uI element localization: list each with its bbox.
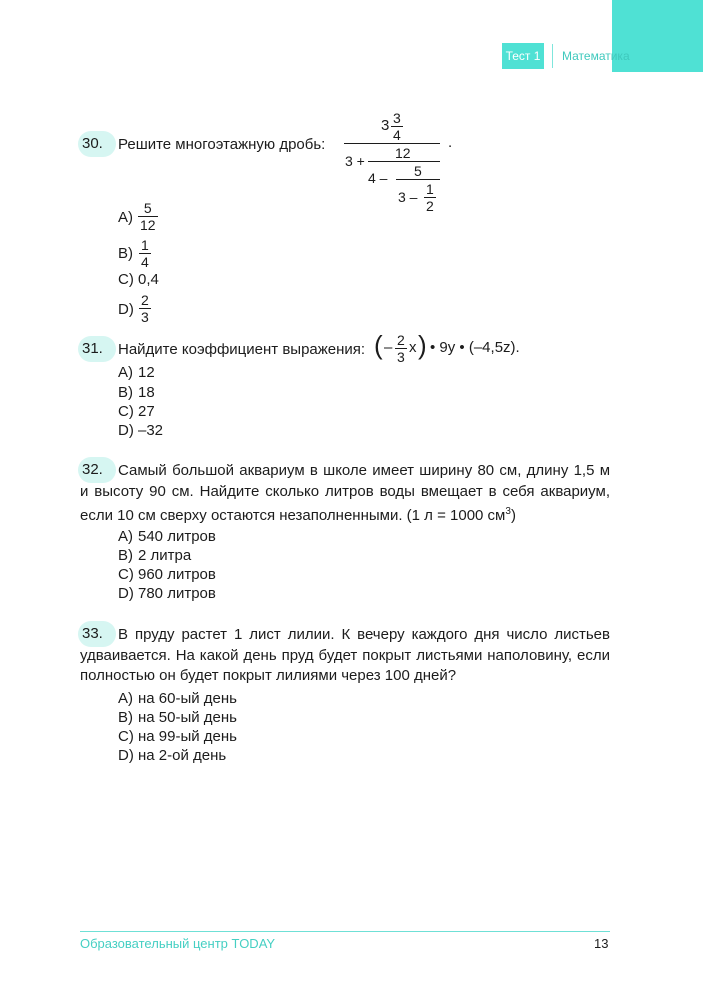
option-33-b-value: на 50-ый день [138,709,237,726]
option-30-a-num: 5 [143,200,152,216]
question-33-body: В пруду растет 1 лист лилии. К вечеру каждого дня число листьев удваивается. На какой день пруд будет покрыт листьями наполовину, если полностью он будет покрыт лилиями через 100 дней? [80,626,610,684]
option-30-b-letter: B) [118,245,133,262]
option-30-b-num: 1 [141,237,149,253]
option-33-b[interactable] [118,708,237,728]
option-32-c-letter: C) [118,566,134,583]
option-32-c[interactable] [118,565,216,585]
question-32-end: ) [510,507,516,524]
cubic-superscript: 3 [505,506,511,517]
test-label: Тест 1 [502,43,544,69]
twelve: 12 [395,145,411,161]
mixed-whole: 3 [381,117,390,134]
option-32-b[interactable] [118,546,191,566]
option-33-a-value: на 60-ый день [138,690,237,707]
option-32-b-value: 2 литра [138,547,192,564]
main-fraction-bar [344,143,440,144]
option-32-b-letter: B) [118,547,133,564]
question-33-text [80,625,610,687]
two-thirds-num: 2 [397,332,405,348]
question-number-31: 31. [78,336,116,362]
header-divider [552,44,553,68]
option-33-c[interactable] [118,727,237,747]
option-33-b-letter: B) [118,709,133,726]
page-number: 13 [594,936,609,951]
option-31-c-letter: C) [118,403,134,420]
option-32-d[interactable] [118,584,216,604]
second-fraction-bar [368,161,440,162]
third-fraction-bar [396,179,440,180]
option-31-d-value: –32 [138,422,164,439]
option-32-a-letter: A) [118,528,133,545]
three-minus: 3 – [398,189,418,205]
option-31-b-value: 18 [138,384,155,401]
right-paren: ) [418,330,427,360]
option-30-c-letter: C) [118,271,134,288]
mixed-num: 3 [393,110,401,126]
option-31-a-letter: A) [118,364,133,381]
left-paren: ( [374,330,383,360]
option-30-d-den: 3 [141,309,149,325]
mixed-fraction [391,110,403,143]
question-number-30: 30. [78,131,116,157]
option-31-c-value: 27 [138,403,155,420]
option-33-a[interactable] [118,689,237,709]
option-32-c-value: 960 литров [138,566,216,583]
five: 5 [414,163,422,179]
footer-organization: Образовательный центр TODAY [80,936,276,951]
option-31-b-letter: B) [118,384,133,401]
option-31-a-value: 12 [138,364,155,381]
three-plus: 3 + [345,153,365,169]
option-30-b-fraction [139,237,151,270]
four-minus: 4 – [368,170,388,186]
option-30-d-fraction [139,292,151,325]
half-den: 2 [426,198,434,214]
question-30-text: Решите многоэтажную дробь: [118,136,326,153]
option-31-b[interactable] [118,383,155,403]
option-33-d-letter: D) [118,747,134,764]
expr-minus: – [384,339,393,356]
half-fraction [424,181,436,214]
option-30-c[interactable] [118,270,159,290]
option-33-a-letter: A) [118,690,133,707]
two-thirds-fraction [395,332,407,365]
option-33-d-value: на 2-ой день [138,747,227,764]
question-number-33: 33. [78,621,116,647]
footer-divider [80,931,610,932]
option-31-a[interactable] [118,363,155,383]
expr-rest: • 9y • (–4,5z). [430,339,520,356]
option-32-d-letter: D) [118,585,134,602]
option-33-c-letter: C) [118,728,134,745]
option-30-a-fraction [138,200,158,233]
question-32-body: Самый большой аквариум в школе имеет ширину 80 см, длину 1,5 м и высоту 90 см. Найдите сколько литров воды вмещает в себя аквариум, если 10 см сверху остаются незаполненными. (1 л = 1000 см [80,462,610,524]
option-32-d-value: 780 литров [138,585,216,602]
option-31-c[interactable] [118,402,155,422]
option-30-a-letter: A) [118,209,133,226]
option-33-c-value: на 99-ый день [138,728,237,745]
question-32-text [80,461,610,527]
option-31-d-letter: D) [118,422,134,439]
expr-x: x [409,339,417,356]
option-32-a-value: 540 литров [138,528,216,545]
two-thirds-den: 3 [397,349,405,365]
expr-period: . [448,134,453,151]
question-31-text: Найдите коэффициент выражения: [118,341,366,358]
option-32-a[interactable] [118,527,216,547]
option-31-d[interactable] [118,421,163,441]
option-30-b-den: 4 [141,254,149,270]
option-30-c-value: 0,4 [138,271,159,288]
option-30-d-letter: D) [118,301,134,318]
mixed-den: 4 [393,127,401,143]
option-33-d[interactable] [118,746,226,766]
subject-label: Математика [562,49,630,63]
option-30-d-num: 2 [141,292,149,308]
option-30-a-den: 12 [140,217,156,233]
question-number-32: 32. [78,457,116,483]
half-num: 1 [426,181,434,197]
